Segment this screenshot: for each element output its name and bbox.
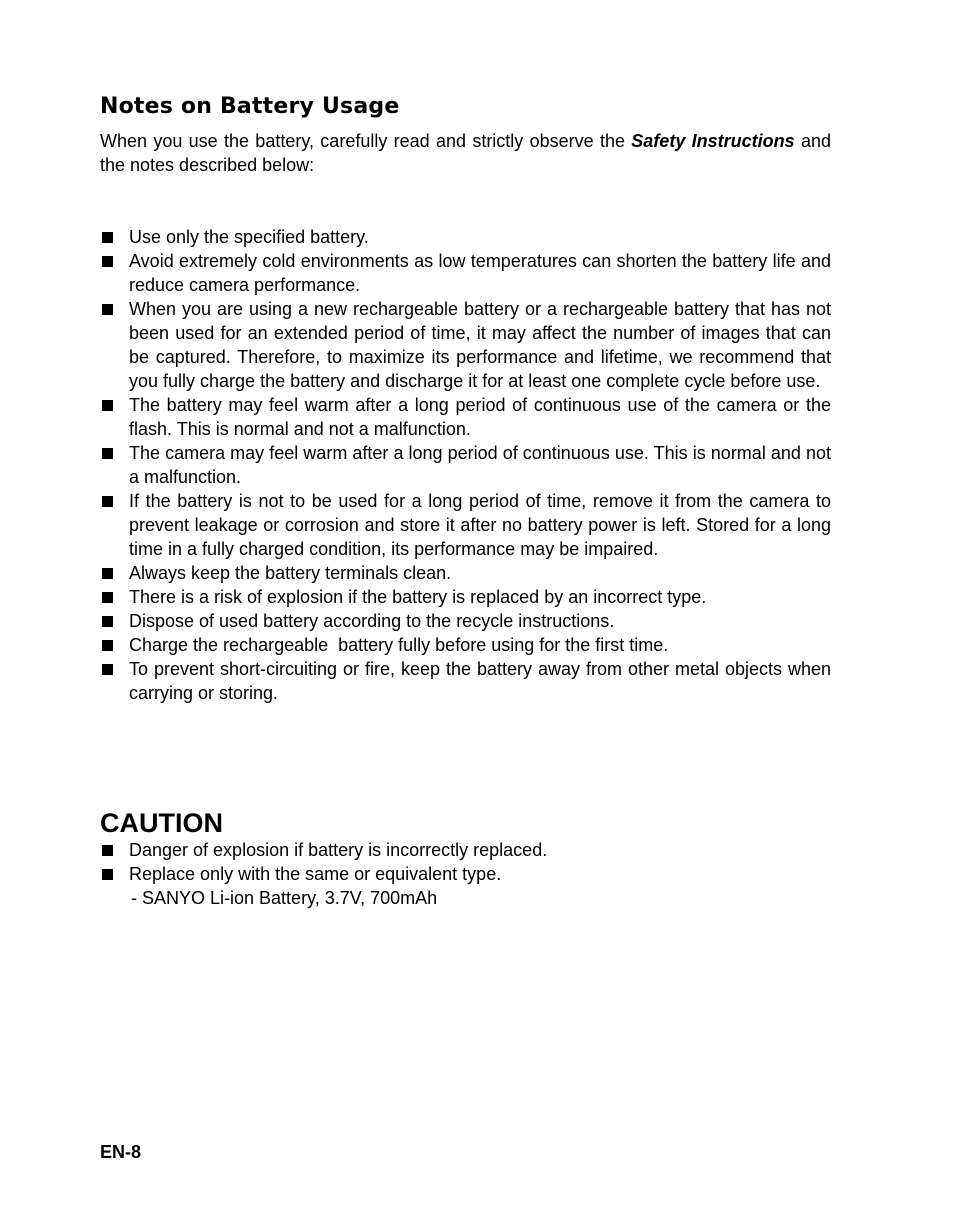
list-item-text: When you are using a new rechargeable battery or a rechargeable battery that has not been used for an extended period of time, it may affect the number of images that can be captured. Therefore, to maximize its performance and lifetime, we recommend that you fully charge the battery and discharge it for at least one complete cycle before use. — [129, 299, 831, 391]
square-bullet-icon — [102, 869, 113, 880]
caution-list — [100, 838, 831, 886]
list-item — [100, 249, 831, 297]
list-item — [100, 561, 831, 585]
list-item — [100, 225, 831, 249]
square-bullet-icon — [102, 400, 113, 411]
square-bullet-icon — [102, 640, 113, 651]
page-title: Notes on Battery Usage — [100, 94, 400, 119]
list-item-text: To prevent short-circuiting or fire, keep the battery away from other metal objects when carrying or storing. — [129, 659, 831, 703]
list-item — [100, 585, 831, 609]
list-item — [100, 489, 831, 561]
square-bullet-icon — [102, 664, 113, 675]
list-item-text: Charge the rechargeable battery fully before using for the first time. — [129, 635, 669, 655]
battery-spec: - SANYO Li-ion Battery, 3.7V, 700mAh — [131, 888, 438, 908]
list-item-text: The battery may feel warm after a long period of continuous use of the camera or the flash. This is normal and not a malfunction. — [129, 395, 831, 439]
safety-instructions-emphasis: Safety Instructions — [631, 131, 795, 151]
list-item-text: Danger of explosion if battery is incorrectly replaced. — [129, 840, 548, 860]
intro-paragraph — [100, 129, 831, 177]
square-bullet-icon — [102, 845, 113, 856]
square-bullet-icon — [102, 304, 113, 315]
square-bullet-icon — [102, 568, 113, 579]
list-item — [100, 441, 831, 489]
list-item-text: The camera may feel warm after a long period of continuous use. This is normal and not a malfunction. — [129, 443, 831, 487]
list-item — [100, 657, 831, 705]
square-bullet-icon — [102, 496, 113, 507]
square-bullet-icon — [102, 232, 113, 243]
list-item-text: Dispose of used battery according to the recycle instructions. — [129, 611, 615, 631]
list-item-text: Use only the specified battery. — [129, 227, 369, 247]
square-bullet-icon — [102, 256, 113, 267]
battery-notes-list — [100, 225, 831, 705]
list-item — [100, 862, 831, 886]
list-item-text: Always keep the battery terminals clean. — [129, 563, 452, 583]
list-item — [100, 393, 831, 441]
list-item-text: There is a risk of explosion if the battery is replaced by an incorrect type. — [129, 587, 707, 607]
intro-text-start: When you use the battery, carefully read and strictly observe the — [100, 131, 632, 151]
square-bullet-icon — [102, 592, 113, 603]
intro-text-end: and the notes described below: — [100, 131, 831, 175]
list-item — [100, 297, 831, 393]
list-item — [100, 838, 831, 862]
caution-heading: CAUTION — [100, 808, 223, 838]
list-item-text: Replace only with the same or equivalent type. — [129, 864, 502, 884]
square-bullet-icon — [102, 616, 113, 627]
page-number: EN-8 — [100, 1142, 142, 1162]
list-item-text: If the battery is not to be used for a long period of time, remove it from the camera to prevent leakage or corrosion and store it after no battery power is left. Stored for a long time in a fully charged condition, its performance may be impaired. — [129, 491, 831, 559]
square-bullet-icon — [102, 448, 113, 459]
list-item — [100, 609, 831, 633]
list-item — [100, 633, 831, 657]
list-item-text: Avoid extremely cold environments as low temperatures can shorten the battery life and reduce camera performance. — [129, 251, 831, 295]
